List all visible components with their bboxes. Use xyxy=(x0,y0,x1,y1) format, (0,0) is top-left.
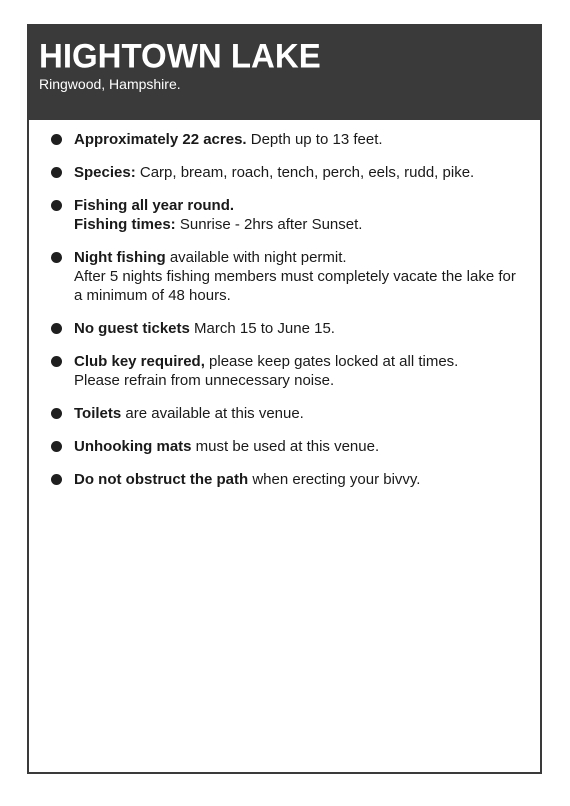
list-item-line xyxy=(74,470,520,489)
list-item-line xyxy=(74,437,520,456)
info-card xyxy=(27,24,542,774)
list-item xyxy=(49,352,520,390)
bullet-icon xyxy=(51,252,62,263)
list-item-emphasis: Species: xyxy=(74,164,136,181)
page-title: HIGHTOWN LAKE xyxy=(39,35,321,75)
list-item-line xyxy=(74,215,520,234)
header-banner xyxy=(29,26,540,120)
list-item-text: available with night permit. xyxy=(165,249,347,266)
list-item-text: are available at this venue. xyxy=(121,405,304,422)
bullet-icon xyxy=(51,408,62,419)
list-item-text: After 5 nights fishing members must completely vacate the lake for a minimum of 48 hours. xyxy=(74,268,516,304)
list-item-line xyxy=(74,371,520,390)
list-item-emphasis: Unhooking mats xyxy=(74,438,192,455)
list-item-line xyxy=(74,352,520,371)
bullet-icon xyxy=(51,134,62,145)
list-item-text: Carp, bream, roach, tench, perch, eels, rudd, pike. xyxy=(135,164,475,181)
list-item xyxy=(49,404,520,423)
list-item-emphasis: Club key required, xyxy=(74,353,205,370)
list-item-line xyxy=(74,130,520,149)
list-item-text: Please refrain from unnecessary noise. xyxy=(74,372,335,389)
list-item-text: March 15 to June 15. xyxy=(189,320,335,337)
list-item-emphasis: Fishing all year round. xyxy=(74,197,235,214)
bullet-icon xyxy=(51,167,62,178)
bullet-icon xyxy=(51,323,62,334)
list-item-text: when erecting your bivvy. xyxy=(248,471,421,488)
list-item-emphasis: Night fishing xyxy=(74,249,166,266)
list-item-line xyxy=(74,248,520,267)
list-item-line xyxy=(74,196,520,215)
list-item xyxy=(49,437,520,456)
list-item-text: Depth up to 13 feet. xyxy=(246,131,383,148)
list-item xyxy=(49,130,520,149)
bullet-icon xyxy=(51,474,62,485)
list-item-text: must be used at this venue. xyxy=(191,438,380,455)
bullet-icon xyxy=(51,200,62,211)
rules-list xyxy=(29,120,540,489)
location-subtitle: Ringwood, Hampshire. xyxy=(39,76,181,92)
bullet-icon xyxy=(51,441,62,452)
bullet-icon xyxy=(51,356,62,367)
list-item xyxy=(49,196,520,234)
list-item-text: please keep gates locked at all times. xyxy=(204,353,459,370)
list-item-line xyxy=(74,267,520,305)
list-item-emphasis: Toilets xyxy=(74,405,122,422)
list-item-line xyxy=(74,404,520,423)
list-item xyxy=(49,319,520,338)
list-item xyxy=(49,163,520,182)
list-item-emphasis: Do not obstruct the path xyxy=(74,471,249,488)
list-item xyxy=(49,470,520,489)
list-item-emphasis: No guest tickets xyxy=(74,320,190,337)
list-item-line xyxy=(74,319,520,338)
list-item-emphasis: Fishing times: xyxy=(74,216,176,233)
list-item-text: Sunrise - 2hrs after Sunset. xyxy=(175,216,363,233)
list-item-emphasis: Approximately 22 acres. xyxy=(74,131,247,148)
list-item xyxy=(49,248,520,305)
list-item-line xyxy=(74,163,520,182)
